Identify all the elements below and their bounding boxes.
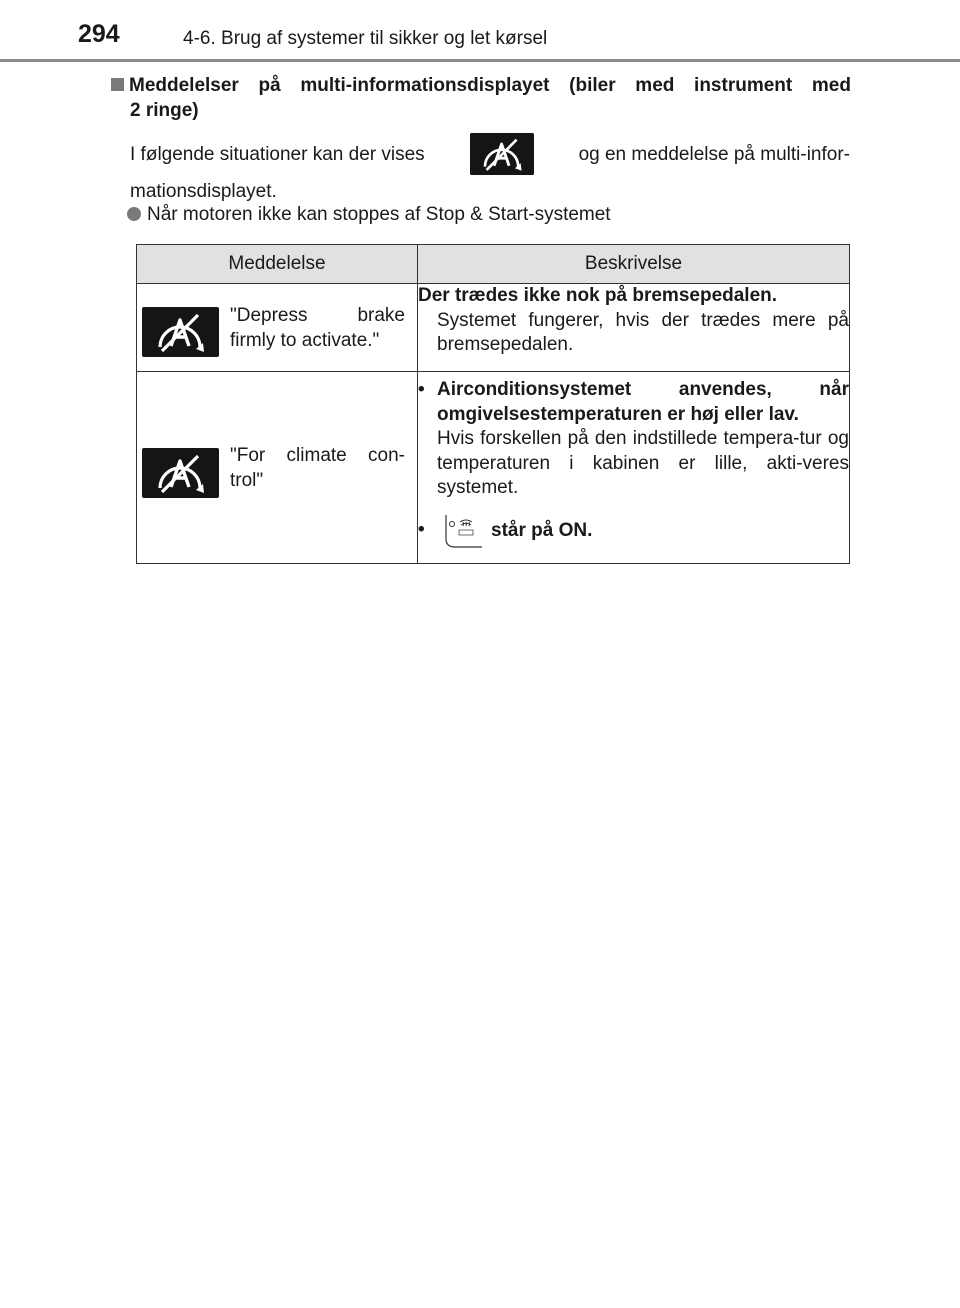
item-bold-text: Airconditionsystemet anvendes, når omgivelsestemperaturen er høj eller lav.: [437, 379, 849, 425]
intro-text-after-icon: og en meddelelse på multi-infor-: [578, 143, 850, 165]
heading-word-2: på: [258, 75, 281, 96]
heading-word-7: med: [811, 75, 851, 96]
stop-start-off-icon: [142, 448, 219, 498]
item-bold-text: står på ON.: [491, 519, 593, 541]
stop-start-off-icon: [470, 133, 534, 175]
square-bullet-icon: [111, 78, 124, 91]
intro-text-before-icon: I følgende situationer kan der vises: [130, 143, 425, 165]
page-header: [0, 0, 960, 62]
description-bold: Der trædes ikke nok på bremsepedalen.: [418, 285, 778, 306]
description-cell: [418, 372, 850, 564]
column-header-description: Beskrivelse: [418, 245, 850, 284]
heading-word-5: med: [635, 75, 675, 96]
message-cell: [137, 284, 418, 372]
chapter-title: 4-6. Brug af systemer til sikker og let kørsel: [183, 28, 548, 49]
table-row: [137, 372, 850, 564]
item-text: Hvis forskellen på den indstillede tempera-tur og temperaturen i kabinen er lille, akti-veres systemet.: [437, 428, 849, 498]
intro-line-2: mationsdisplayet.: [130, 181, 277, 202]
condition-text: Når motoren ikke kan stoppes af Stop & Start-systemet: [147, 204, 611, 225]
circle-bullet-icon: [127, 207, 141, 221]
column-header-message: Meddelelse: [137, 245, 418, 284]
table-row: [137, 284, 850, 372]
condition-bullet: [127, 204, 611, 226]
message-text: "Depress brake firmly to activate.": [230, 305, 405, 351]
message-text: "For climate con- trol": [230, 445, 405, 491]
stop-start-off-icon: [142, 307, 219, 357]
section-heading: [111, 73, 851, 123]
page-number: 294: [78, 20, 120, 48]
heading-word-6: instrument: [694, 75, 793, 96]
heading-line-2: 2 ringe): [130, 100, 199, 121]
message-table: [136, 244, 850, 564]
message-cell: [137, 372, 418, 564]
list-item: • Airconditionsystemet anvendes, når omgivelsestemperaturen er høj eller lav. Hvis forskellen på den indstillede tempera-tur og temperaturen i kabinen er lille, akti-veres systemet.: [418, 378, 849, 501]
heading-word-3: multi-informationsdisplayet: [300, 75, 550, 96]
list-item: • står på ON.: [418, 513, 849, 549]
description-cell: [418, 284, 850, 372]
front-defroster-button-icon: [443, 513, 483, 549]
header-rule: [0, 59, 960, 62]
intro-paragraph: [130, 133, 850, 208]
description-text: Systemet fungerer, hvis der trædes mere på bremsepedalen.: [437, 309, 849, 355]
table-header-row: [137, 245, 850, 284]
heading-word-4: (biler: [569, 75, 616, 96]
heading-word-1: Meddelelser: [111, 73, 239, 98]
